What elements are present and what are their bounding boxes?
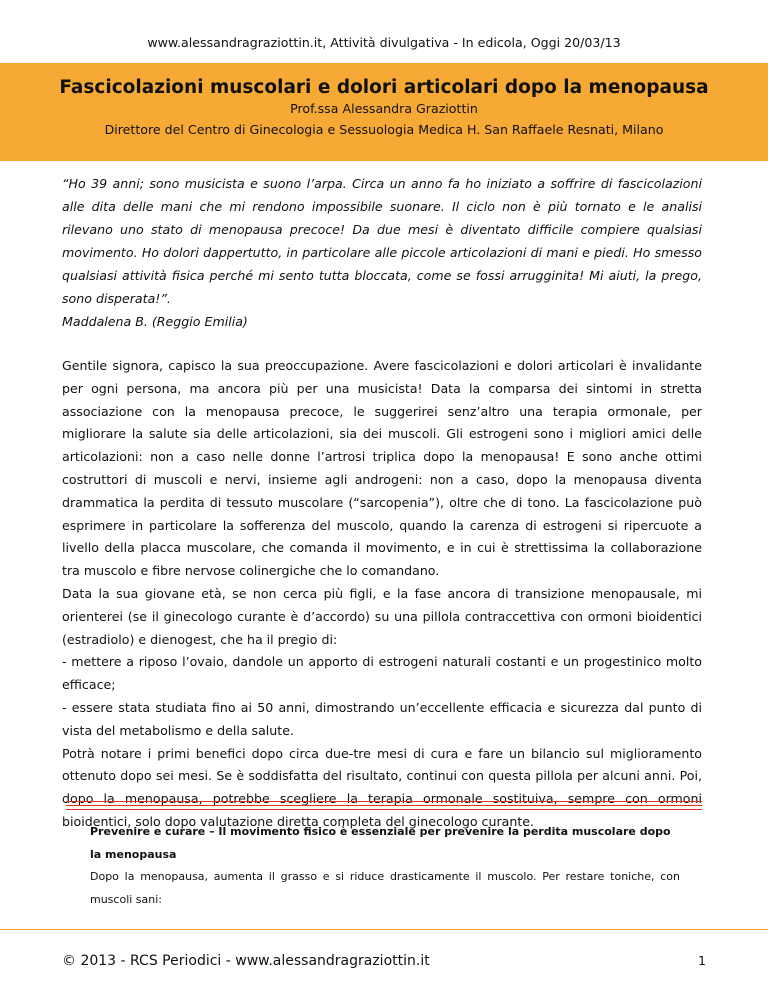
box-divider-middle [66, 805, 702, 806]
article-title: Fascicolazioni muscolari e dolori articolari dopo la menopausa [59, 77, 709, 98]
prevention-box [90, 821, 680, 911]
author-name: Prof.ssa Alessandra Graziottin [290, 101, 478, 116]
page-number: 1 [697, 953, 706, 968]
answer-paragraph-1: Gentile signora, capisco la sua preoccupazione. Avere fascicolazioni e dolori articolari è invalidante per ogni persona, ma ancora più per una musicista! Data la comparsa dei sintomi in stretta associazione con la menopausa precoce, le suggerirei senz’altro una terapia ormonale, per migliorare la salute sia delle articolazioni, sia dei muscoli. Gli estrogeni sono i migliori amici delle articolazioni: non a caso nelle donne l’artrosi triplica dopo la menopausa! E sono anche ottimi costruttori di muscoli e nervi, insieme agli androgeni: non a caso, dopo la menopausa diventa drammatica la perdita di tessuto muscolare (“sarcopenia”), oltre che di tono. La fascicolazione può esprimere in particolare la sofferenza del muscolo, quando la carenza di estrogeni si ripercuote a livello della placca muscolare, che comanda il movimento, e in cui è strettissima la collaborazione tra muscolo e fibre nervose colinergiche che lo comandano. [62, 358, 702, 579]
author-affiliation: Direttore del Centro di Ginecologia e Sessuologia Medica H. San Raffaele Resnati, Milano [104, 122, 664, 137]
box-divider-bottom [66, 809, 702, 810]
footer-copyright: © 2013 - RCS Periodici - www.alessandragraziottin.it [62, 953, 430, 969]
letter-text: “Ho 39 anni; sono musicista e suono l’arpa. Circa un anno fa ho iniziato a soffrire di fascicolazioni alle dita delle mani che mi rendono impossibile suonare. Il ciclo non è più tornato e le analisi rilevano uno stato di menopausa precoce! Da due mesi è diventato difficile compiere qualsiasi movimento. Ho dolori dappertutto, in particolare alle piccole articolazioni di mani e piedi. Ho smesso qualsiasi attività fisica perché mi sento tutta bloccata, come se fossi arrugginita! Mi aiuti, la prego, sono disperata!”. [62, 176, 702, 306]
prevention-box-text: Dopo la menopausa, aumenta il grasso e si riduce drasticamente il muscolo. Per restare toniche, con muscoli sani: [90, 870, 680, 906]
running-header: www.alessandragraziottin.it, Attività divulgativa - In edicola, Oggi 20/03/13 [147, 35, 621, 50]
answer-paragraph-3: Potrà notare i primi benefici dopo circa due-tre mesi di cura e fare un bilancio sul miglioramento ottenuto dopo sei mesi. Se è soddisfatta del risultato, continui con questa pillola per alcuni anni. Poi, dopo la menopausa, potrebbe scegliere la terapia ormonale sostituiva, sempre con ormoni bioidentici, solo dopo valutazione diretta completa del ginecologo curante. [62, 745, 702, 829]
title-banner [0, 63, 768, 161]
reader-letter [62, 172, 702, 333]
answer-paragraph-2: Data la sua giovane età, se non cerca più figli, e la fase ancora di transizione menopausale, mi orienterei (se il ginecologo curante è d’accordo) su una pillola contraccettiva con ormoni bioidentici (estradiolo) e dienogest, che ha il pregio di: [62, 585, 702, 647]
expert-answer [62, 355, 702, 834]
prevention-box-title: Prevenire e curare – Il movimento fisico è essenziale per prevenire la perdita muscolare dopo la menopausa [90, 825, 671, 861]
letter-signature: Maddalena B. (Reggio Emilia) [62, 314, 248, 329]
answer-bullet-2: - essere stata studiata fino ai 50 anni, dimostrando un’eccellente efficacia e sicurezza dal punto di vista del metabolismo e della salute. [62, 699, 702, 738]
box-divider-top [66, 801, 702, 802]
footer-rule [0, 929, 768, 930]
answer-bullet-1: - mettere a riposo l’ovaio, dandole un apporto di estrogeni naturali costanti e un progestinico molto efficace; [62, 654, 702, 693]
